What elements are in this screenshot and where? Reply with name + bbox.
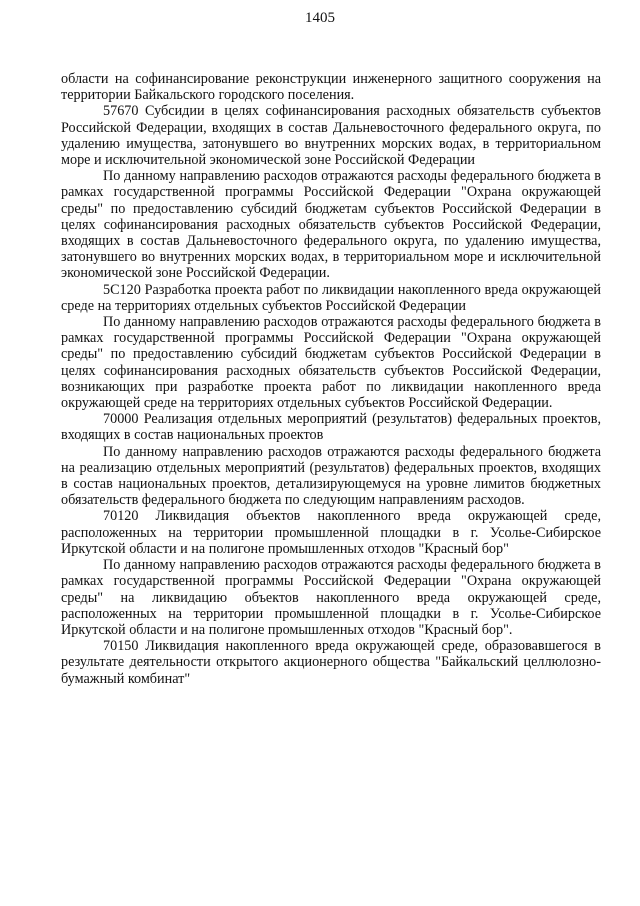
paragraph: По данному направлению расходов отражаются расходы федерального бюджета в рамках государственной программы Российской Федерации "Охрана окружающей среды" по предоставлению субсидий бюджетам субъектов Российской Федерации в целях софинансирования расходных обязательств субъектов Российской Федерации, входящих в состав Дальневосточного федерального округа, по удалению имущества, затонувшего во внутренних морских водах, в территориальном море и исключительной экономической зоне Российской Федерации. <box>61 168 601 282</box>
paragraph: 70120 Ликвидация объектов накопленного вреда окружающей среде, расположенных на территории промышленной площадки в г. Усолье-Сибирское Иркутской области и на полигоне промышленных отходов "Красный бор" <box>61 508 601 557</box>
paragraph: 70000 Реализация отдельных мероприятий (результатов) федеральных проектов, входящих в состав национальных проектов <box>61 411 601 444</box>
page-number: 1405 <box>305 10 335 26</box>
paragraph: По данному направлению расходов отражаются расходы федерального бюджета в рамках государственной программы Российской Федерации "Охрана окружающей среды" по предоставлению субсидий бюджетам субъектов Российской Федерации в целях софинансирования расходных обязательств субъектов Российской Федерации, возникающих при разработке проекта работ по ликвидации накопленного вреда окружающей среде на территориях отдельных субъектов Российской Федерации. <box>61 314 601 412</box>
paragraph: 5С120 Разработка проекта работ по ликвидации накопленного вреда окружающей среде на территориях отдельных субъектов Российской Федерации <box>61 281 601 314</box>
paragraph: 70150 Ликвидация накопленного вреда окружающей среде, образовавшегося в результате деятельности открытого акционерного общества "Байкальский целлюлозно-бумажный комбинат" <box>61 638 601 687</box>
paragraph: области на софинансирование реконструкции инженерного защитного сооружения на территории Байкальского городского поселения. <box>61 71 601 104</box>
paragraph: По данному направлению расходов отражаются расходы федерального бюджета на реализацию отдельных мероприятий (результатов) федеральных проектов, входящих в состав национальных проектов, детализирующемуся на уровне лимитов бюджетных обязательств федерального бюджета по следующим направлениям расходов. <box>61 443 601 509</box>
paragraph: По данному направлению расходов отражаются расходы федерального бюджета в рамках государственной программы Российской Федерации "Охрана окружающей среды" на ликвидацию объектов накопленного вреда окружающей среде, расположенных на территории промышленной площадки в г. Усолье-Сибирское Иркутской области и на полигоне промышленных отходов "Красный бор". <box>61 557 601 638</box>
document-body <box>61 71 601 687</box>
paragraph: 57670 Субсидии в целях софинансирования расходных обязательств субъектов Российской Федерации, входящих в состав Дальневосточного федерального округа, по удалению имущества, затонувшего во внутренних морских водах, в территориальном море и исключительной экономической зоне Российской Федерации <box>61 103 601 169</box>
